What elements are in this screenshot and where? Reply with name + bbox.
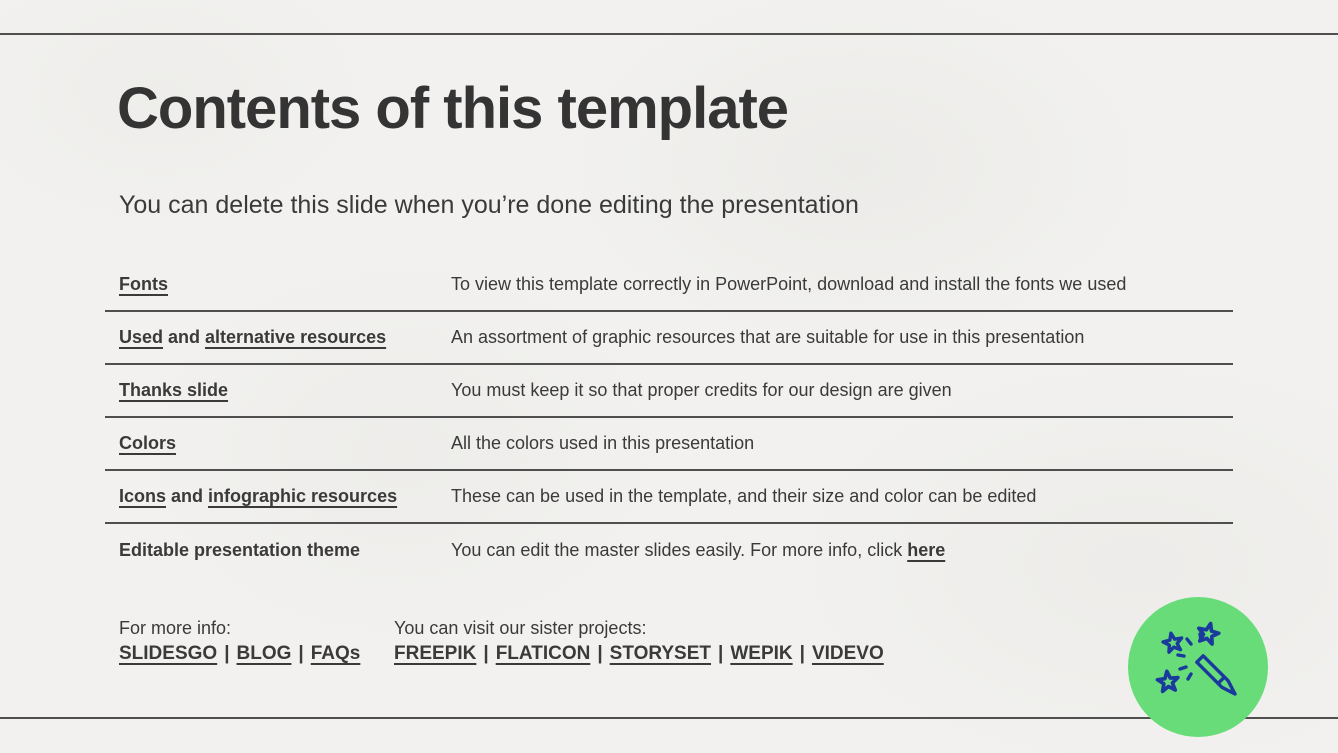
row-description-text: You can edit the master slides easily. For more info, click bbox=[451, 540, 908, 560]
slide-subtitle: You can delete this slide when you’re done editing the presentation bbox=[119, 191, 859, 219]
sister-projects-label: You can visit our sister projects: bbox=[394, 618, 647, 638]
used-link[interactable]: Used bbox=[119, 327, 164, 347]
slidesgo-link[interactable]: SLIDESGO bbox=[119, 643, 218, 664]
more-info-label: For more info: bbox=[119, 618, 232, 638]
more-info-links bbox=[119, 642, 394, 666]
separator: | bbox=[718, 643, 724, 664]
row-label bbox=[105, 486, 451, 507]
here-link[interactable]: here bbox=[907, 540, 946, 560]
row-description-text: These can be used in the template, and their size and color can be edited bbox=[451, 486, 1037, 506]
row-label bbox=[105, 380, 451, 401]
magic-wand-pencil-icon bbox=[1128, 597, 1268, 737]
wepik-link[interactable]: WEPIK bbox=[730, 643, 793, 664]
table-row-thanks-slide bbox=[105, 365, 1233, 418]
videvo-link[interactable]: VIDEVO bbox=[811, 643, 884, 664]
row-description-text: To view this template correctly in PowerPoint, download and install the fonts we used bbox=[451, 274, 1127, 294]
sister-projects-links bbox=[394, 642, 884, 666]
row-label-plain: Editable presentation theme bbox=[119, 540, 361, 560]
row-label bbox=[105, 327, 451, 348]
storyset-link[interactable]: STORYSET bbox=[609, 643, 712, 664]
sparkle-dash bbox=[1180, 667, 1186, 669]
footer bbox=[119, 617, 884, 666]
row-description-text: You must keep it so that proper credits for our design are given bbox=[451, 380, 952, 400]
row-description-text: An assortment of graphic resources that are suitable for use in this presentation bbox=[451, 327, 1085, 347]
table-row-fonts bbox=[105, 259, 1233, 312]
footer-sister-projects bbox=[394, 617, 884, 666]
fonts-link[interactable]: Fonts bbox=[119, 274, 168, 294]
faqs-link[interactable]: FAQs bbox=[310, 643, 361, 664]
separator: | bbox=[483, 643, 489, 664]
table-row-editable-theme bbox=[105, 524, 1233, 577]
thanks-slide-link[interactable]: Thanks slide bbox=[119, 380, 229, 400]
blog-link[interactable]: BLOG bbox=[236, 643, 292, 664]
row-label-plain: and bbox=[163, 327, 206, 347]
row-description bbox=[451, 540, 1233, 561]
row-description bbox=[451, 274, 1233, 295]
colors-link[interactable]: Colors bbox=[119, 433, 177, 453]
icons-link[interactable]: Icons bbox=[119, 486, 167, 506]
top-rule bbox=[0, 33, 1338, 35]
table-row-colors bbox=[105, 418, 1233, 471]
row-description-text: All the colors used in this presentation bbox=[451, 433, 755, 453]
row-description bbox=[451, 327, 1233, 348]
row-label-plain: and bbox=[166, 486, 209, 506]
separator: | bbox=[597, 643, 603, 664]
alternative-resources-link[interactable]: alternative resources bbox=[205, 327, 387, 347]
freepik-link[interactable]: FREEPIK bbox=[394, 643, 477, 664]
flaticon-link[interactable]: FLATICON bbox=[495, 643, 591, 664]
table-row-used-resources bbox=[105, 312, 1233, 365]
row-label bbox=[105, 274, 451, 295]
table-row-icons-resources bbox=[105, 471, 1233, 524]
sparkle-dash bbox=[1178, 655, 1184, 656]
contents-table bbox=[105, 259, 1233, 577]
separator: | bbox=[298, 643, 304, 664]
row-label bbox=[105, 433, 451, 454]
infographic-resources-link[interactable]: infographic resources bbox=[208, 486, 398, 506]
row-description bbox=[451, 433, 1233, 454]
separator: | bbox=[799, 643, 805, 664]
row-description bbox=[451, 380, 1233, 401]
sparkle-dash bbox=[1200, 634, 1201, 640]
row-description bbox=[451, 486, 1233, 507]
separator: | bbox=[224, 643, 230, 664]
row-label bbox=[105, 540, 451, 561]
slide-title: Contents of this template bbox=[117, 76, 789, 141]
footer-more-info bbox=[119, 617, 394, 666]
badge-circle bbox=[1128, 597, 1268, 737]
magic-wand-badge bbox=[1128, 597, 1268, 737]
